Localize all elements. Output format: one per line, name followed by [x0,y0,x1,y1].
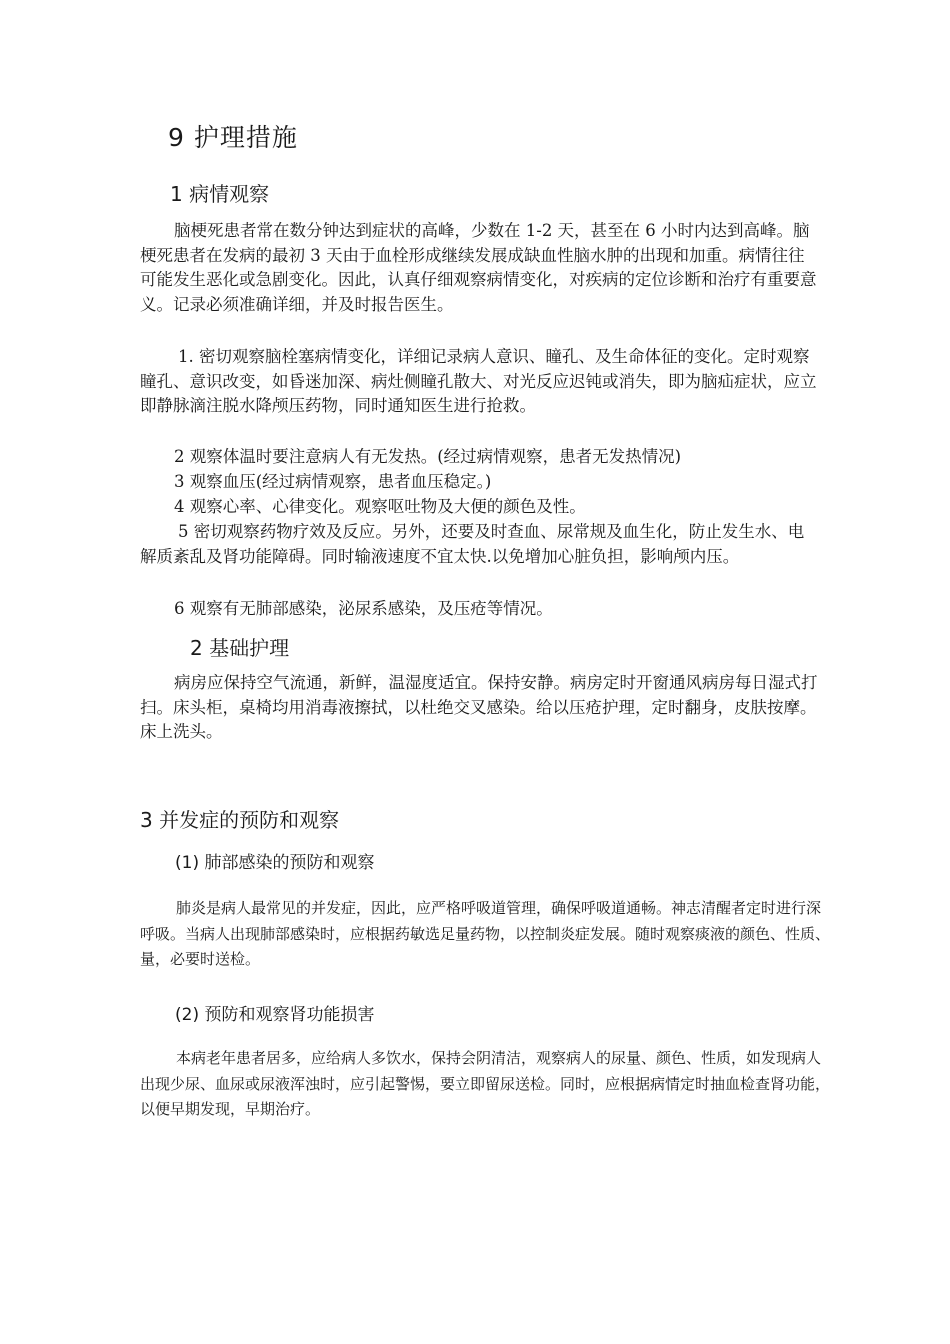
section-1-item-6: 6 观察有无肺部感染，泌尿系感染，及压疮等情况。 [174,599,553,618]
section-1-item-1: 1. 密切观察脑栓塞病情变化，详细记录病人意识、瞳孔、及生命体征的变化。定时观察瞳孔、意识改变，如昏迷加深、病灶侧瞳孔散大、对光反应迟钝或消失，即为脑疝症状，应立即静脉滴注脱水降颅压药物，同时通知医生进行抢救。 [140,347,817,415]
section-3-sub-2-title: (2) 预防和观察肾功能损害 [175,1005,375,1025]
section-3-sub-1-title: (1) 肺部感染的预防和观察 [175,853,375,873]
section-1-item-5: 5 密切观察药物疗效及反应。另外，还要及时查血、尿常规及血生化，防止发生水、电解质紊乱及肾功能障碍。同时输液速度不宜太快.以免增加心脏负担，影响颅内压。 [140,522,805,566]
section-3-sub-1-body: 肺炎是病人最常见的并发症，因此，应严格呼吸道管理，确保呼吸道通畅。神志清醒者定时进行深呼吸。当病人出现肺部感染时，应根据药敏选足量药物，以控制炎症发展。随时观察痰液的颜色、性质、量，必要时送检。 [140,899,831,968]
section-2-body: 病房应保持空气流通，新鲜，温湿度适宜。保持安静。病房定时开窗通风病房每日湿式打扫。床头柜，桌椅均用消毒液擦拭，以杜绝交叉感染。给以压疮护理，定时翻身，皮肤按摩。床上洗头。 [140,673,818,741]
section-3-title: 3 并发症的预防和观察 [140,808,340,832]
section-1-item-3: 3 观察血压(经过病情观察，患者血压稳定。) [174,472,492,491]
section-1-title: 1 病情观察 [170,182,270,206]
page-title: 9 护理措施 [168,123,298,152]
section-1-item-4: 4 观察心率、心律变化。观察呕吐物及大便的颜色及性。 [174,497,586,516]
section-1-intro: 脑梗死患者常在数分钟达到症状的高峰，少数在 1-2 天，甚至在 6 小时内达到高峰。脑梗死患者在发病的最初 3 天由于血栓形成继续发展成缺血性脑水肿的出现和加重。病情往往可能发生恶化或急剧变化。因此，认真仔细观察病情变化，对疾病的定位诊断和治疗有重要意义。记录必须准确详细，并及时报告医生。 [140,221,817,314]
section-2-title: 2 基础护理 [190,636,290,660]
section-1-item-2: 2 观察体温时要注意病人有无发热。(经过病情观察，患者无发热情况) [174,447,682,466]
section-3-sub-2-body: 本病老年患者居多，应给病人多饮水，保持会阴清洁，观察病人的尿量、颜色、性质，如发现病人出现少尿、血尿或尿液浑浊时，应引起警惕，要立即留尿送检。同时，应根据病情定时抽血检查肾功能，以便早期发现，早期治疗。 [140,1049,831,1118]
